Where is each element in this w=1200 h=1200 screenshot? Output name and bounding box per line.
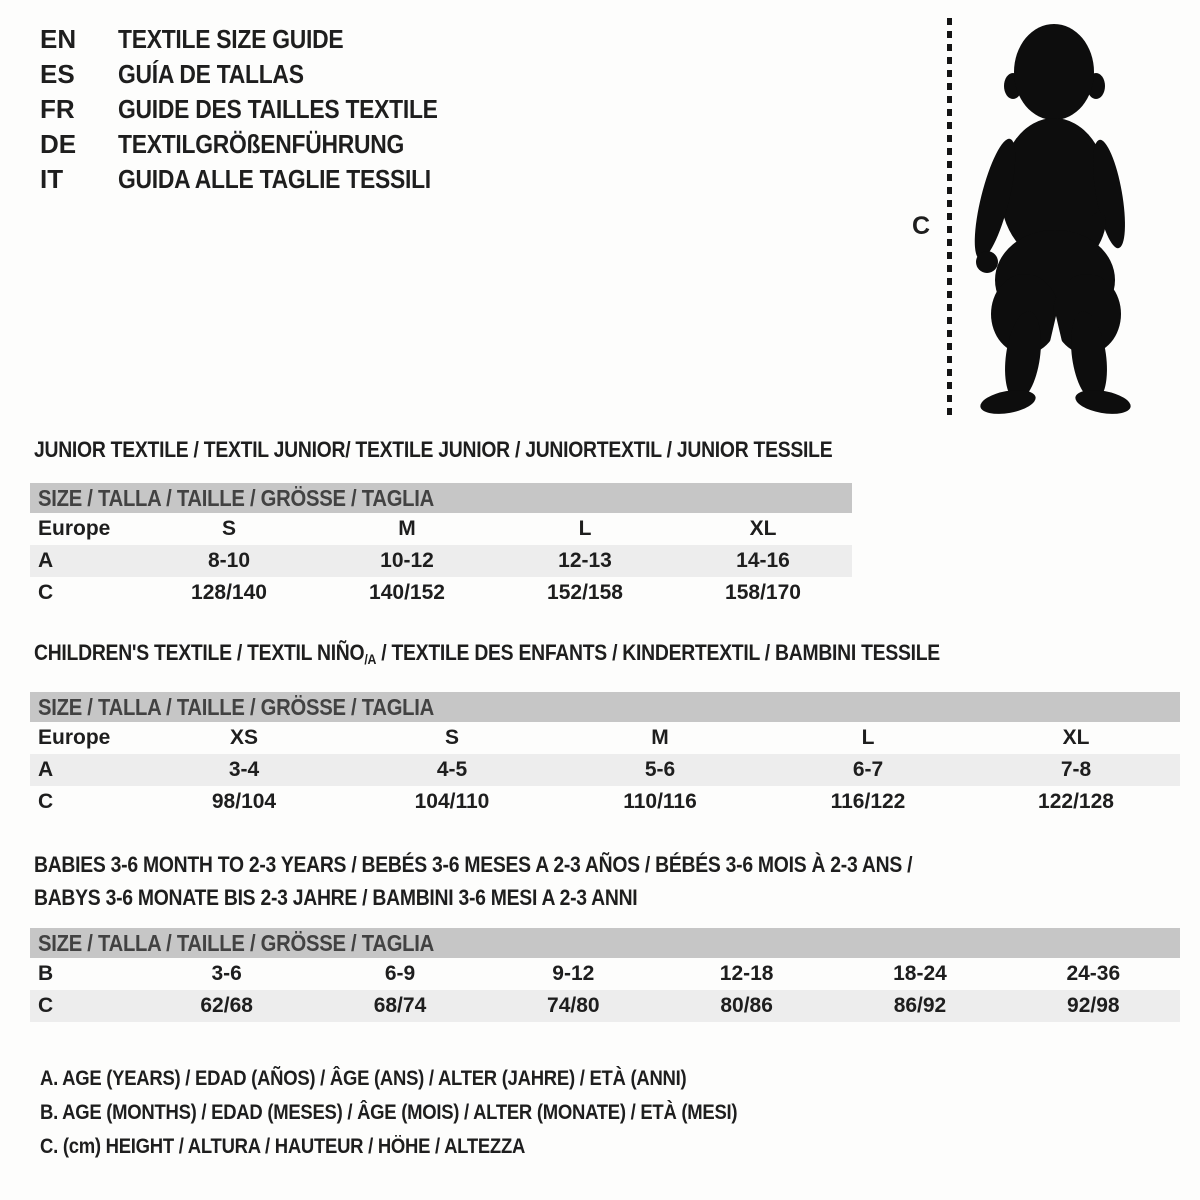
measurement-legend (40, 1062, 832, 1164)
height-measure-label: C (912, 212, 931, 240)
legend-line-c (40, 1130, 832, 1164)
table-cell: 62/68 (200, 994, 253, 1017)
language-code: FR (40, 94, 75, 124)
size-header-bar (30, 692, 1180, 722)
table-title (30, 640, 1180, 692)
table-cell: XS (229, 726, 258, 749)
table-cell: 68/74 (373, 994, 427, 1017)
language-label: GUIDA ALLE TAGLIE TESSILI (118, 164, 431, 194)
table-cell: 92/98 (1067, 994, 1120, 1017)
table-row (30, 545, 852, 577)
table-cell: 18-24 (893, 962, 947, 985)
table-cell: 104/110 (414, 790, 490, 813)
table-row (30, 754, 1180, 786)
table-cell: 9-12 (552, 962, 595, 985)
babies-textile-table (30, 848, 1180, 1022)
table-title (30, 848, 1180, 928)
table-cell: XL (749, 517, 777, 540)
table-cell: 10-12 (380, 549, 434, 572)
table-cell: 116/122 (830, 790, 906, 813)
table-row (30, 958, 1180, 990)
table-cell: L (578, 517, 592, 540)
size-header-bar (30, 928, 1180, 958)
size-header-bar (30, 483, 852, 513)
table-body (30, 513, 852, 609)
table-cell: 140/152 (369, 581, 445, 604)
table-cell: 14-16 (736, 549, 790, 572)
row-label: B (38, 962, 54, 985)
table-cell: 12-18 (719, 962, 774, 985)
language-row-de (40, 127, 481, 162)
table-row (30, 513, 852, 545)
language-row-es (40, 57, 481, 92)
language-row-it (40, 162, 481, 197)
table-cell: 4-5 (436, 758, 468, 781)
table-cell: 7-8 (1060, 758, 1092, 781)
table-cell: 8-10 (207, 549, 251, 572)
row-label: A (38, 549, 54, 572)
language-code: DE (40, 129, 77, 159)
table-cell: 86/92 (893, 994, 947, 1017)
legend-text: A. AGE (YEARS) / EDAD (AÑOS) / ÂGE (ANS) / ALTER (JAHRE) / ETÀ (ANNI) (40, 1067, 687, 1090)
table-cell: 5-6 (644, 758, 676, 781)
language-label: GUÍA DE TALLAS (118, 59, 304, 89)
legend-text: C. (cm) HEIGHT / ALTURA / HAUTEUR / HÖHE / ALTEZZA (40, 1135, 526, 1158)
table-cell: M (398, 517, 416, 540)
table-cell: 12-13 (558, 549, 612, 572)
table-cell: 128/140 (191, 581, 267, 604)
language-code: EN (40, 24, 77, 54)
table-cell: S (221, 517, 236, 540)
language-list (40, 22, 481, 197)
table-title-line2: BABYS 3-6 MONATE BIS 2-3 JAHRE / BAMBINI 3-6 MESI A 2-3 ANNI (34, 885, 638, 910)
language-row-en (40, 22, 481, 57)
table-title (30, 437, 852, 483)
language-label: GUIDE DES TAILLES TEXTILE (118, 94, 438, 124)
legend-text: B. AGE (MONTHS) / EDAD (MESES) / ÂGE (MOIS) / ALTER (MONATE) / ETÀ (MESI) (40, 1101, 738, 1124)
table-title-line1: BABIES 3-6 MONTH TO 2-3 YEARS / BEBÉS 3-6 MESES A 2-3 AÑOS / BÉBÉS 3-6 MOIS À 2-3 ANS / (34, 852, 913, 877)
size-header-text: SIZE / TALLA / TAILLE / GRÖSSE / TAGLIA (38, 484, 434, 511)
table-cell: 74/80 (547, 994, 600, 1017)
table-cell: 110/116 (623, 790, 697, 813)
table-cell: 158/170 (725, 581, 801, 604)
table-title-text (34, 640, 940, 667)
table-row (30, 786, 1180, 818)
legend-line-b (40, 1096, 832, 1130)
table-row (30, 722, 1180, 754)
language-label: TEXTILGRÖßENFÜHRUNG (118, 129, 405, 159)
table-cell: 152/158 (547, 581, 623, 604)
childrens-textile-table (30, 640, 1180, 818)
title-post: / TEXTILE DES ENFANTS / KINDERTEXTIL / BAMBINI TESSILE (376, 640, 940, 665)
row-label: C (38, 790, 54, 813)
table-cell: L (861, 726, 875, 749)
language-row-fr (40, 92, 481, 127)
junior-textile-table (30, 437, 852, 609)
row-label: C (38, 581, 54, 604)
table-cell: XL (1062, 726, 1090, 749)
row-label: Europe (38, 726, 111, 749)
height-measure-dashed-line (947, 18, 952, 416)
table-cell: 3-6 (211, 962, 242, 985)
table-cell: 6-9 (384, 962, 416, 985)
row-label: Europe (38, 517, 111, 540)
language-label: TEXTILE SIZE GUIDE (118, 24, 344, 54)
table-row (30, 577, 852, 609)
table-cell: 122/128 (1038, 790, 1114, 813)
language-code: ES (40, 59, 75, 89)
row-label: C (38, 994, 54, 1017)
size-header-text: SIZE / TALLA / TAILLE / GRÖSSE / TAGLIA (38, 929, 434, 956)
table-cell: 3-4 (228, 758, 260, 781)
table-row (30, 990, 1180, 1022)
table-body (30, 958, 1180, 1022)
table-body (30, 722, 1180, 818)
table-cell: 6-7 (852, 758, 884, 781)
size-header-text: SIZE / TALLA / TAILLE / GRÖSSE / TAGLIA (38, 693, 434, 720)
table-cell: S (444, 726, 459, 749)
language-code: IT (40, 164, 64, 194)
row-label: A (38, 758, 54, 781)
table-title-text: JUNIOR TEXTILE / TEXTIL JUNIOR/ TEXTILE JUNIOR / JUNIORTEXTIL / JUNIOR TESSILE (34, 437, 833, 462)
table-cell: 98/104 (211, 790, 277, 813)
toddler-silhouette-icon (963, 14, 1138, 414)
table-cell: 24-36 (1066, 962, 1121, 985)
table-cell: 80/86 (720, 994, 773, 1017)
legend-line-a (40, 1062, 832, 1096)
title-sub: /A (364, 651, 377, 667)
table-cell: M (651, 726, 669, 749)
title-pre: CHILDREN'S TEXTILE / TEXTIL NIÑO (34, 640, 365, 665)
